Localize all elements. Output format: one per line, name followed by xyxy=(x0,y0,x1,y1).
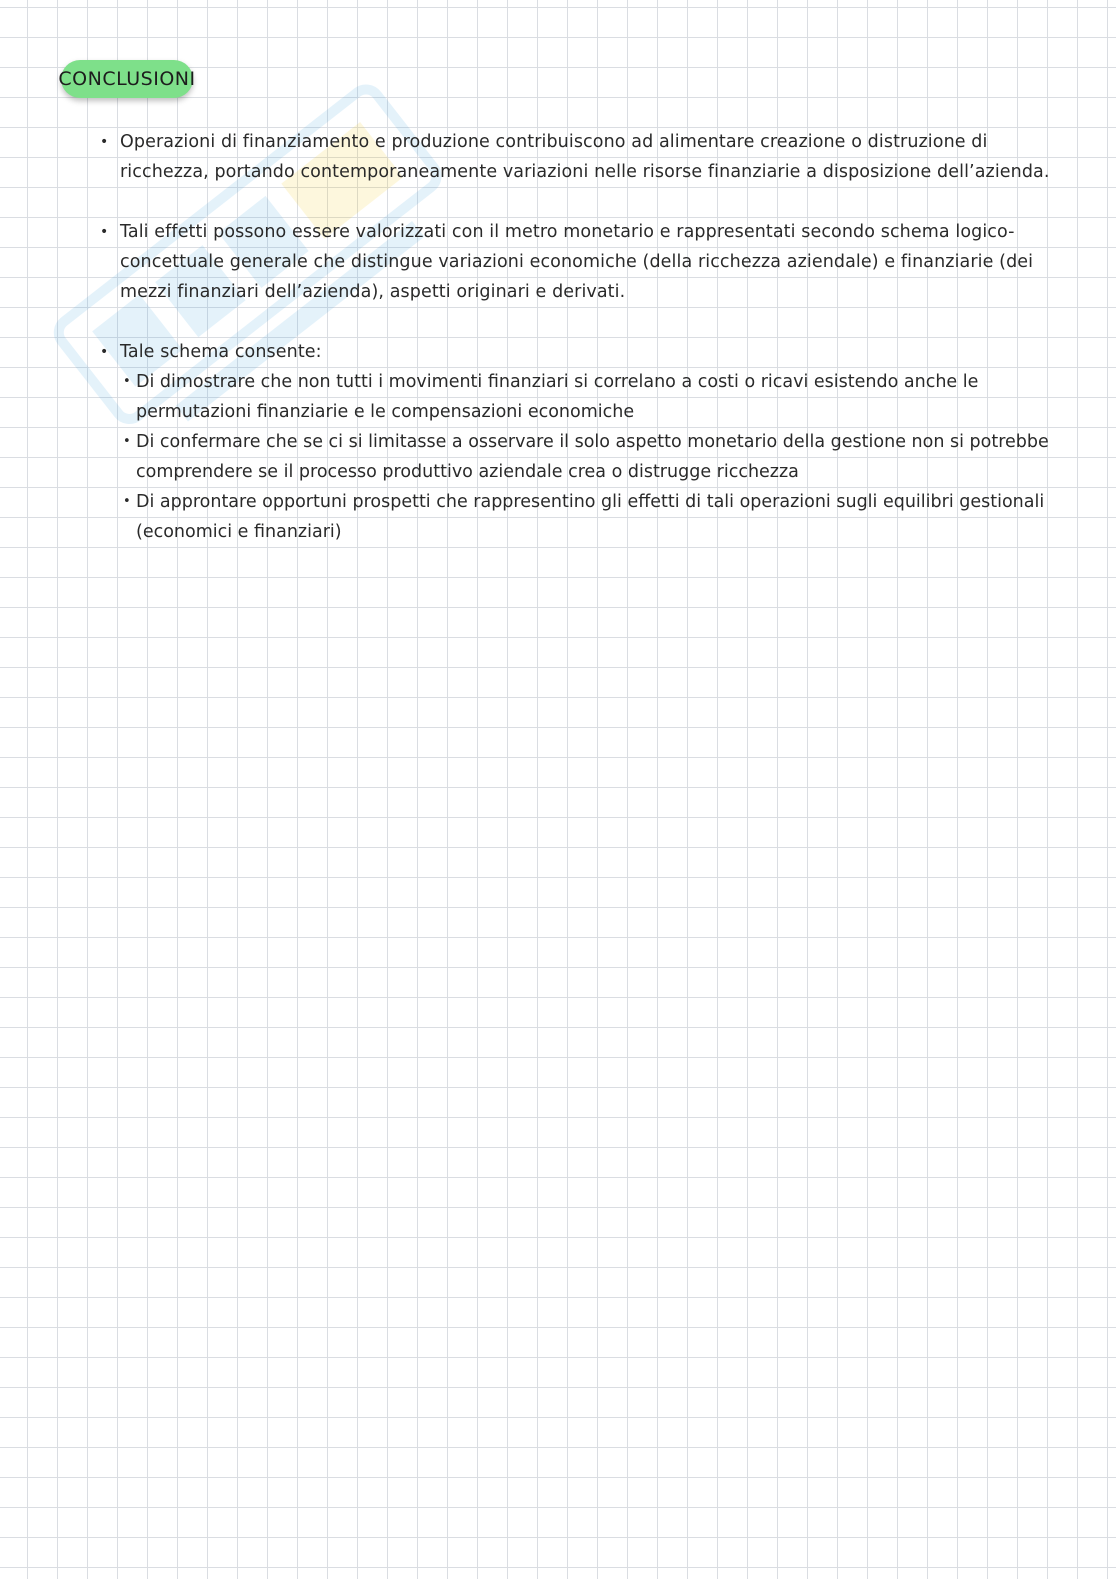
notes-body xyxy=(99,127,1074,547)
sub-bullet-dot-icon: • xyxy=(123,434,131,449)
bullet-dot-icon: • xyxy=(100,134,109,150)
sub-bullet-dot-icon: • xyxy=(123,374,131,389)
sub-bullet-dot-icon: • xyxy=(123,494,131,509)
bullet-item xyxy=(99,217,1074,307)
sub-item-text: Di dimostrare che non tutti i movimenti finanziari si correlano a costi o ricavi esistendo anche le permutazioni finanziarie e le compensazioni economiche xyxy=(136,372,979,422)
sub-list-item xyxy=(121,367,1074,427)
bullet-text: Tali effetti possono essere valorizzati con il metro monetario e rappresentati secondo schema logico-concettuale generale che distingue variazioni economiche (della ricchezza aziendale) e finanziarie (dei mezzi finanziari dell’azienda), aspetti originari e derivati. xyxy=(120,222,1034,302)
sub-item-text: Di confermare che se ci si limitasse a osservare il solo aspetto monetario della gestione non si potrebbe comprendere se il processo produttivo aziendale crea o distrugge ricchezza xyxy=(136,432,1049,482)
sub-item-text: Di approntare opportuni prospetti che rappresentino gli effetti di tali operazioni sugli equilibri gestionali (economici e finanziari) xyxy=(136,492,1045,542)
bullet-item xyxy=(99,127,1074,187)
bullet-item xyxy=(99,337,1074,367)
sub-list-item xyxy=(121,487,1074,547)
bullet-dot-icon: • xyxy=(100,344,109,360)
sub-list xyxy=(99,367,1074,547)
bullet-text: Tale schema consente: xyxy=(120,342,322,362)
bullet-text: Operazioni di finanziamento e produzione contribuiscono ad alimentare creazione o distruzione di ricchezza, portando contemporaneamente variazioni nelle risorse finanziarie a disposizione dell’azienda. xyxy=(120,132,1050,182)
bullet-dot-icon: • xyxy=(100,224,109,240)
sub-list-item xyxy=(121,427,1074,487)
page-title: CONCLUSIONI xyxy=(61,60,193,98)
